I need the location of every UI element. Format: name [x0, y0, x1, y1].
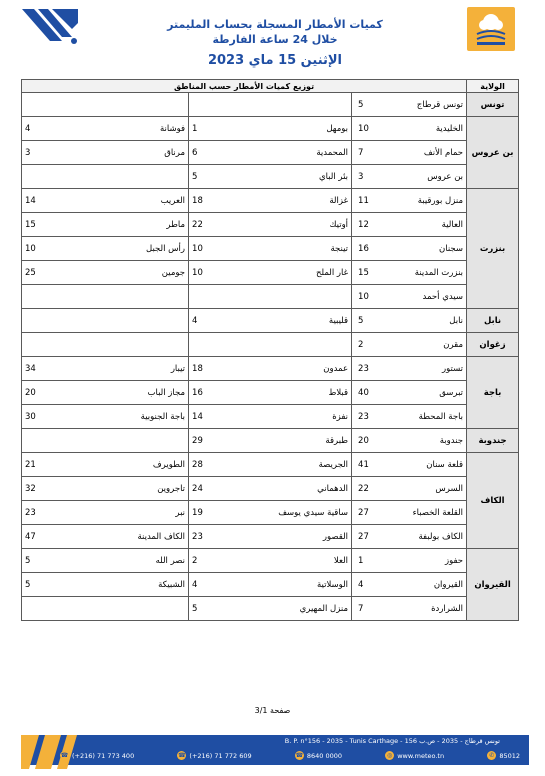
station-name: [66, 285, 189, 309]
rainfall-value: 7: [352, 141, 389, 165]
rainfall-value: 20: [352, 429, 389, 453]
report-subtitle: خلال 24 ساعة الفارطة: [212, 33, 338, 46]
rainfall-value: 28: [189, 453, 247, 477]
station-name: [66, 333, 189, 357]
footer-phone-3-text: 8640 0000: [306, 751, 342, 760]
footer-website[interactable]: [385, 751, 444, 760]
rainfall-value: 22: [189, 213, 247, 237]
station-name: الجريصة: [247, 453, 352, 477]
rainfall-value: 4: [189, 309, 247, 333]
station-name: منزل المهيري: [247, 597, 352, 621]
station-name: العريب: [66, 189, 189, 213]
inm-logo: [467, 7, 515, 51]
rainfall-value: 16: [352, 237, 389, 261]
table-row: [22, 429, 519, 453]
governorate-name: الكاف: [467, 453, 519, 549]
rainfall-value: 41: [352, 453, 389, 477]
footer-phone-3: [295, 751, 342, 760]
footer-address: B. P. n°156 - 2035 - Tunis Carthage - تونس قرطاج - 2035 - ص.ب 156: [284, 737, 500, 745]
station-name: جومين: [66, 261, 189, 285]
rainfall-value: [22, 285, 66, 309]
station-name: الكاف بولبفة: [389, 525, 467, 549]
rainfall-value: 23: [352, 405, 389, 429]
station-name: [247, 333, 352, 357]
rainfall-value: 40: [352, 381, 389, 405]
governorate-name: القيروان: [467, 549, 519, 621]
rainfall-value: 24: [189, 477, 247, 501]
rainfall-value: 14: [189, 405, 247, 429]
rainfall-value: 4: [189, 573, 247, 597]
table-row: [22, 189, 519, 213]
governorate-name: تونس: [467, 93, 519, 117]
governorate-name: جندوبة: [467, 429, 519, 453]
station-name: القلعة الخصباء: [389, 501, 467, 525]
rainfall-value: 5: [189, 597, 247, 621]
table-row: [22, 597, 519, 621]
header-distribution: توزيع كميات الأمطار حسب المناطق: [22, 80, 467, 93]
station-name: بئر الباي: [247, 165, 352, 189]
phone-icon: ☎: [60, 752, 69, 759]
rainfall-value: 10: [352, 117, 389, 141]
table-row: [22, 525, 519, 549]
station-name: [66, 93, 189, 117]
footer-contacts: [60, 751, 520, 760]
station-name: بنزرت المدينة: [389, 261, 467, 285]
rainfall-value: 10: [189, 237, 247, 261]
station-name: ماطر: [66, 213, 189, 237]
table-row: [22, 309, 519, 333]
rainfall-value: 27: [352, 501, 389, 525]
fax-icon: ☎: [178, 752, 186, 759]
rainfall-value: 4: [22, 117, 66, 141]
station-name: تينجة: [247, 237, 352, 261]
footer-phone-2: [177, 751, 251, 760]
table-row: [22, 549, 519, 573]
rainfall-value: 5: [352, 93, 389, 117]
rainfall-value: 25: [22, 261, 66, 285]
station-name: الكاف المدينة: [66, 525, 189, 549]
table-row: [22, 573, 519, 597]
rainfall-value: [189, 333, 247, 357]
rainfall-value: 3: [22, 141, 66, 165]
rainfall-value: 47: [22, 525, 66, 549]
station-name: تستور: [389, 357, 467, 381]
governorate-name: زغوان: [467, 333, 519, 357]
station-name: قبلاط: [247, 381, 352, 405]
table-row: [22, 381, 519, 405]
station-name: قلعة سنان: [389, 453, 467, 477]
station-name: الشراردة: [389, 597, 467, 621]
table-header-row: [22, 80, 519, 93]
rainfall-value: 21: [22, 453, 66, 477]
info-icon: ✆: [489, 752, 495, 759]
table-body: [22, 93, 519, 621]
station-name: فوشانة: [66, 117, 189, 141]
rainfall-value: 5: [22, 573, 66, 597]
rainfall-value: 15: [22, 213, 66, 237]
station-name: طبرقة: [247, 429, 352, 453]
corner-stripes-logo: [22, 9, 78, 47]
report-title: كميات الأمطار المسجلة بحساب المليمتر: [167, 18, 383, 31]
station-name: غزالة: [247, 189, 352, 213]
station-name: [247, 93, 352, 117]
rainfall-value: [22, 333, 66, 357]
rainfall-value: [22, 165, 66, 189]
rainfall-value: [22, 429, 66, 453]
rainfall-value: 15: [352, 261, 389, 285]
footer-phone-1-text: (+216) 71 773 400: [72, 751, 135, 760]
footer-phone-2-text: (+216) 71 772 609: [189, 751, 252, 760]
station-name: أوتيك: [247, 213, 352, 237]
rainfall-value: 10: [22, 237, 66, 261]
station-name: تيبار: [66, 357, 189, 381]
rainfall-value: 1: [352, 549, 389, 573]
table-row: [22, 501, 519, 525]
governorate-name: بنزرت: [467, 189, 519, 309]
rainfall-value: 10: [352, 285, 389, 309]
rainfall-value: [22, 309, 66, 333]
station-name: حمام الأنف: [389, 141, 467, 165]
station-name: حفوز: [389, 549, 467, 573]
station-name: مرناق: [66, 141, 189, 165]
station-name: نبر: [66, 501, 189, 525]
station-name: تاجروين: [66, 477, 189, 501]
rainfall-value: 27: [352, 525, 389, 549]
station-name: نصر الله: [66, 549, 189, 573]
table-row: [22, 117, 519, 141]
station-name: المحمدية: [247, 141, 352, 165]
report-date: الإثنين 15 ماي 2023: [207, 53, 343, 68]
rainfall-value: 2: [189, 549, 247, 573]
rainfall-value: 1: [189, 117, 247, 141]
header-governorate: الولاية: [467, 80, 519, 93]
rainfall-table: [21, 79, 519, 621]
governorate-name: نابل: [467, 309, 519, 333]
station-name: [66, 165, 189, 189]
table-row: [22, 165, 519, 189]
rainfall-value: 3: [352, 165, 389, 189]
rainfall-value: 20: [22, 381, 66, 405]
station-name: [66, 309, 189, 333]
rainfall-value: 32: [22, 477, 66, 501]
rainfall-value: [189, 285, 247, 309]
station-name: [66, 597, 189, 621]
station-name: [247, 285, 352, 309]
rainfall-value: 29: [189, 429, 247, 453]
station-name: تونس قرطاج: [389, 93, 467, 117]
station-name: رأس الجبل: [66, 237, 189, 261]
station-name: نابل: [389, 309, 467, 333]
globe-icon: ◎: [387, 752, 393, 759]
station-name: تبرسق: [389, 381, 467, 405]
footer-number: [487, 751, 520, 760]
rainfall-value: 18: [189, 189, 247, 213]
rainfall-value: 10: [189, 261, 247, 285]
footer-stripes: [21, 731, 161, 769]
station-name: عمدون: [247, 357, 352, 381]
station-name: الخليدية: [389, 117, 467, 141]
footer-number-text: 85012: [499, 751, 520, 760]
station-name: نفزة: [247, 405, 352, 429]
station-name: باجة المحطة: [389, 405, 467, 429]
station-name: مقرن: [389, 333, 467, 357]
footer-phone-1: [60, 751, 134, 760]
table-row: [22, 333, 519, 357]
rainfall-value: 6: [189, 141, 247, 165]
rainfall-value: 18: [189, 357, 247, 381]
governorate-name: بن عروس: [467, 117, 519, 189]
rainfall-value: 23: [352, 357, 389, 381]
footer-website-text[interactable]: www.meteo.tn: [397, 751, 445, 760]
rainfall-value: 5: [22, 549, 66, 573]
station-name: ساقية سيدي يوسف: [247, 501, 352, 525]
rainfall-value: 22: [352, 477, 389, 501]
station-name: بن عروس: [389, 165, 467, 189]
station-name: القصور: [247, 525, 352, 549]
rainfall-value: 19: [189, 501, 247, 525]
rainfall-value: 7: [352, 597, 389, 621]
station-name: مجاز الباب: [66, 381, 189, 405]
station-name: [66, 429, 189, 453]
rainfall-value: 23: [189, 525, 247, 549]
table-row: [22, 213, 519, 237]
rainfall-value: 11: [352, 189, 389, 213]
table-row: [22, 357, 519, 381]
table-row: [22, 405, 519, 429]
station-name: الشبيكة: [66, 573, 189, 597]
rainfall-value: [189, 93, 247, 117]
rainfall-value: 23: [22, 501, 66, 525]
station-name: العالية: [389, 213, 467, 237]
rainfall-value: 34: [22, 357, 66, 381]
station-name: باجة الجنوبية: [66, 405, 189, 429]
station-name: الطويرف: [66, 453, 189, 477]
station-name: سيدي أحمد: [389, 285, 467, 309]
page-number: صفحة 3/1: [254, 706, 291, 715]
station-name: السرس: [389, 477, 467, 501]
station-name: غار الملح: [247, 261, 352, 285]
station-name: قليبية: [247, 309, 352, 333]
rainfall-value: [22, 93, 66, 117]
rainfall-value: 2: [352, 333, 389, 357]
table-row: [22, 141, 519, 165]
rainfall-value: 5: [352, 309, 389, 333]
rainfall-value: 30: [22, 405, 66, 429]
station-name: القيروان: [389, 573, 467, 597]
rainfall-value: 12: [352, 213, 389, 237]
table-row: [22, 453, 519, 477]
table-row: [22, 261, 519, 285]
table-row: [22, 285, 519, 309]
station-name: بومهل: [247, 117, 352, 141]
table-row: [22, 477, 519, 501]
station-name: العلا: [247, 549, 352, 573]
station-name: الوسلاتية: [247, 573, 352, 597]
mobile-icon: ☎: [295, 752, 304, 759]
table-row: [22, 93, 519, 117]
rainfall-value: 4: [352, 573, 389, 597]
governorate-name: باجة: [467, 357, 519, 429]
rainfall-value: 16: [189, 381, 247, 405]
station-name: جندوبة: [389, 429, 467, 453]
station-name: سجنان: [389, 237, 467, 261]
table-row: [22, 237, 519, 261]
rainfall-value: [22, 597, 66, 621]
rainfall-value: 5: [189, 165, 247, 189]
rainfall-value: 14: [22, 189, 66, 213]
station-name: منزل بورقيبة: [389, 189, 467, 213]
station-name: الدهماني: [247, 477, 352, 501]
